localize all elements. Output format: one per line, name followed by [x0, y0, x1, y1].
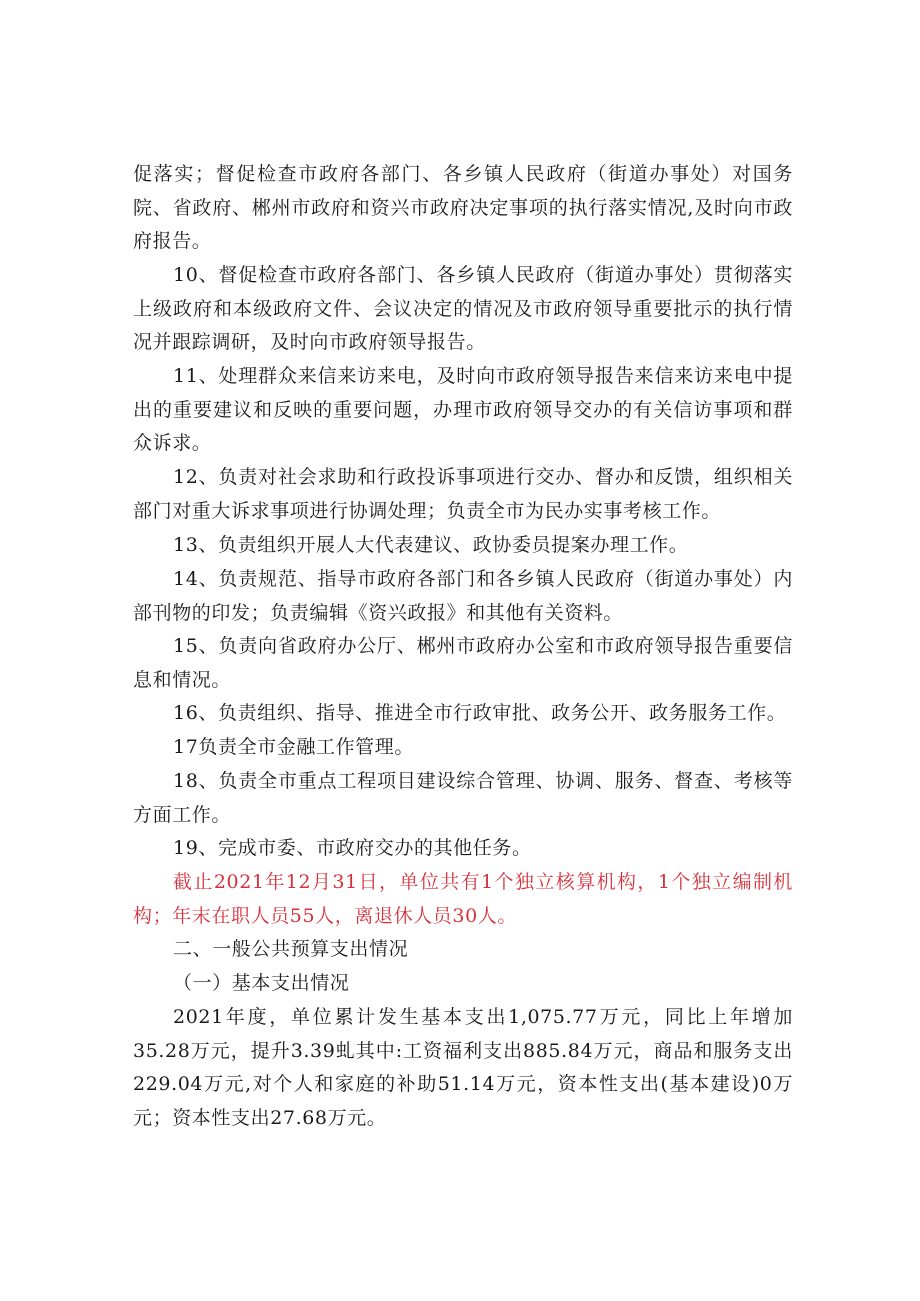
paragraph-item-11: 11、处理群众来信来访来电，及时向市政府领导报告来信来访来电中提出的重要建议和反映的重要问题，办理市政府领导交办的有关信访事项和群众诉求。 — [133, 365, 793, 454]
sub-heading: （一）基本支出情况 — [173, 972, 350, 994]
paragraph-item-13: 13、负责组织开展人大代表建议、政协委员提案办理工作。 — [173, 534, 689, 556]
paragraph-item-12: 12、负责对社会求助和行政投诉事项进行交办、督办和反馈，组织相关部门对重大诉求事项进行协调处理；负责全市为民办实事考核工作。 — [133, 466, 793, 522]
red-note-paragraph: 截止2021年12月31日，单位共有1个独立核算机构，1个独立编制机构；年末在职人员55人，离退休人员30人。 — [133, 871, 793, 927]
paragraph-item-17: 17负责全市金融工作管理。 — [173, 736, 414, 758]
section-heading: 二、一般公共预算支出情况 — [173, 938, 409, 960]
paragraph-item-19: 19、完成市委、市政府交办的其他任务。 — [173, 837, 532, 859]
paragraph-item-16: 16、负责组织、指导、推进全市行政审批、政务公开、政务服务工作。 — [173, 702, 787, 724]
paragraph-item-10: 10、督促检查市政府各部门、各乡镇人民政府（街道办事处）贯彻落实上级政府和本级政府文件、会议决定的情况及市政府领导重要批示的执行情况并跟踪调研，及时向市政府领导报告。 — [133, 264, 793, 353]
basic-expense-paragraph: 2021年度，单位累计发生基本支出1,075.77万元，同比上年增加35.28万元，提升3.39虬其中:工资福利支出885.84万元，商品和服务支出229.04万元,对个人和家庭的补助51.14万元，资本性支出(基本建设)0万元；资本性支出27.68万元。 — [133, 1006, 793, 1129]
paragraph-continuation: 促落实；督促检查市政府各部门、各乡镇人民政府（街道办事处）对国务院、省政府、郴州市政府和资兴市政府决定事项的执行落实情况,及时向市政府报告。 — [133, 163, 793, 252]
paragraph-item-18: 18、负责全市重点工程项目建设综合管理、协调、服务、督查、考核等方面工作。 — [133, 770, 793, 826]
paragraph-item-15: 15、负责向省政府办公厅、郴州市政府办公室和市政府领导报告重要信息和情况。 — [133, 635, 793, 691]
paragraph-item-14: 14、负责规范、指导市政府各部门和各乡镇人民政府（街道办事处）内部刊物的印发；负责编辑《资兴政报》和其他有关资料。 — [133, 568, 793, 624]
